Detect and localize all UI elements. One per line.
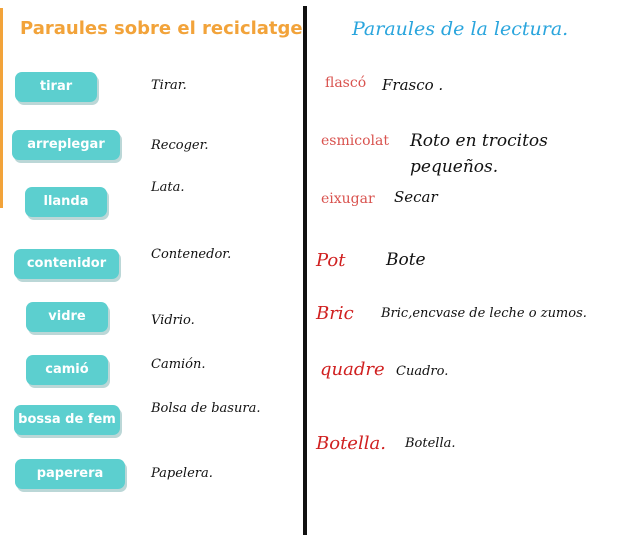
word-botella: Botella. bbox=[316, 433, 386, 454]
translation-esmicolat: Roto en trocitos pequeños. bbox=[410, 131, 548, 177]
translation-arreplegar: Recoger. bbox=[151, 138, 209, 153]
word-bric: Bric bbox=[316, 303, 354, 324]
word-quadre: quadre bbox=[320, 359, 385, 380]
translation-camio: Camión. bbox=[151, 357, 206, 372]
translation-paperera: Papelera. bbox=[151, 466, 213, 481]
translation-llanda: Lata. bbox=[151, 180, 185, 195]
word-eixugar: eixugar bbox=[321, 191, 375, 207]
translation-flasco: Frasco . bbox=[382, 76, 444, 94]
word-pill-arreplegar: arreplegar bbox=[12, 130, 120, 160]
word-pot: Pot bbox=[316, 250, 346, 271]
column-divider bbox=[303, 6, 307, 535]
translation-vidre: Vidrio. bbox=[151, 313, 195, 328]
word-pill-camio: camió bbox=[26, 355, 108, 385]
translation-eixugar: Secar bbox=[394, 188, 438, 206]
left-column-title: Paraules sobre el reciclatge bbox=[20, 18, 303, 39]
word-pill-tirar: tirar bbox=[15, 72, 97, 102]
word-pill-vidre: vidre bbox=[26, 302, 108, 332]
word-pill-bossa-de-fem: bossa de fem bbox=[14, 405, 120, 435]
translation-botella: Botella. bbox=[405, 436, 456, 451]
translation-pot: Bote bbox=[386, 250, 426, 270]
translation-bric: Bric,encvase de leche o zumos. bbox=[381, 306, 587, 321]
translation-bossa-de-fem: Bolsa de basura. bbox=[151, 401, 261, 416]
word-flasco: flascó bbox=[325, 75, 367, 91]
translation-quadre: Cuadro. bbox=[396, 364, 449, 379]
word-pill-llanda: llanda bbox=[25, 187, 107, 217]
translation-contenidor: Contenedor. bbox=[151, 247, 232, 262]
left-accent-rule bbox=[0, 8, 3, 208]
word-esmicolat: esmicolat bbox=[321, 133, 389, 149]
word-pill-contenidor: contenidor bbox=[14, 249, 119, 279]
word-pill-paperera: paperera bbox=[15, 459, 125, 489]
right-column-title: Paraules de la lectura. bbox=[352, 18, 569, 40]
translation-tirar: Tirar. bbox=[151, 78, 187, 93]
